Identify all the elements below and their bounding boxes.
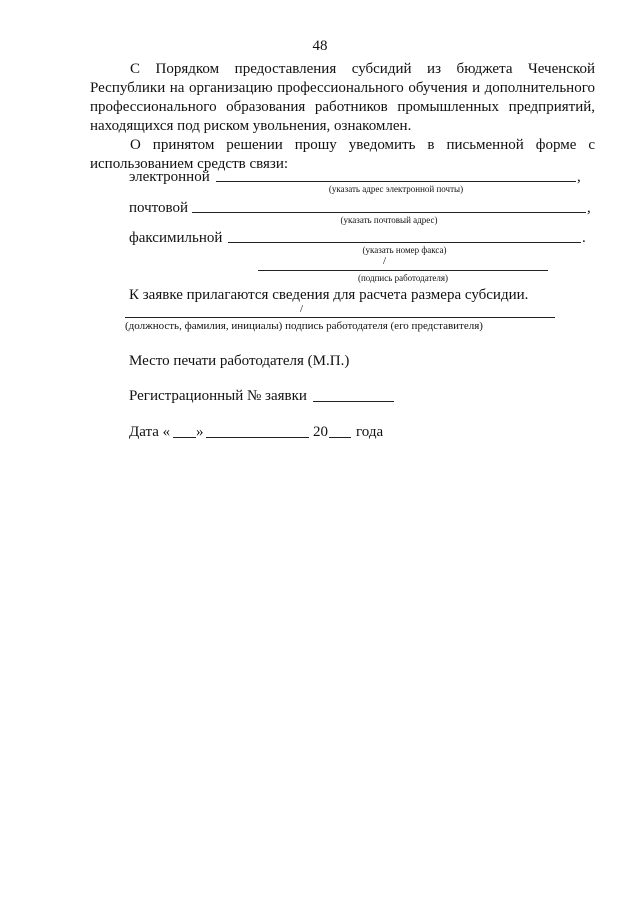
representative-signature-field[interactable] <box>125 317 555 318</box>
signature-hint: (подпись работодателя) <box>357 273 449 283</box>
fax-period: . <box>582 230 586 246</box>
representative-caption: (должность, фамилия, инициалы) подпись работодателя (его представителя) <box>125 320 483 332</box>
attachment-text: К заявке прилагаются сведения для расчета размера субсидии. <box>129 287 529 303</box>
intro-paragraph <box>90 60 595 136</box>
email-field[interactable] <box>216 181 576 182</box>
email-hint: (указать адрес электронной почты) <box>328 184 464 194</box>
registration-number-field[interactable] <box>313 401 394 402</box>
date-close-quote: » <box>196 424 204 440</box>
date-prefix: Дата « <box>129 424 171 440</box>
date-year-prefix: 20 <box>313 424 328 440</box>
signature-slash: / <box>383 255 387 267</box>
date-day-field[interactable] <box>173 437 196 438</box>
stamp-placeholder: Место печати работодателя (М.П.) <box>129 353 350 369</box>
intro-line: С Порядком предоставления субсидий из бюджета Чеченской <box>130 61 595 77</box>
postal-comma: , <box>587 200 591 216</box>
page-number: 48 <box>312 38 328 54</box>
representative-slash: / <box>300 303 304 315</box>
date-month-field[interactable] <box>206 437 309 438</box>
registration-label: Регистрационный № заявки <box>129 388 307 404</box>
date-year-field[interactable] <box>329 437 351 438</box>
fax-field[interactable] <box>228 242 581 243</box>
postal-label: почтовой <box>129 200 189 216</box>
postal-field[interactable] <box>192 212 586 213</box>
employer-signature-field[interactable] <box>258 270 548 271</box>
fax-hint: (указать номер факса) <box>362 245 447 255</box>
notify-line: использованием средств связи: <box>90 156 289 172</box>
notify-line: О принятом решении прошу уведомить в письменной форме с <box>130 137 595 153</box>
intro-line: находящихся под риском увольнения, ознакомлен. <box>90 118 412 134</box>
fax-label: факсимильной <box>129 230 223 246</box>
email-label: электронной <box>129 169 210 185</box>
intro-line: Республики на организацию профессионального обучения и дополнительного <box>90 80 595 96</box>
email-comma: , <box>577 169 581 185</box>
intro-line: профессионального образования работников промышленных предприятий, <box>90 99 595 115</box>
date-suffix: года <box>356 424 384 440</box>
postal-hint: (указать почтовый адрес) <box>340 215 438 225</box>
